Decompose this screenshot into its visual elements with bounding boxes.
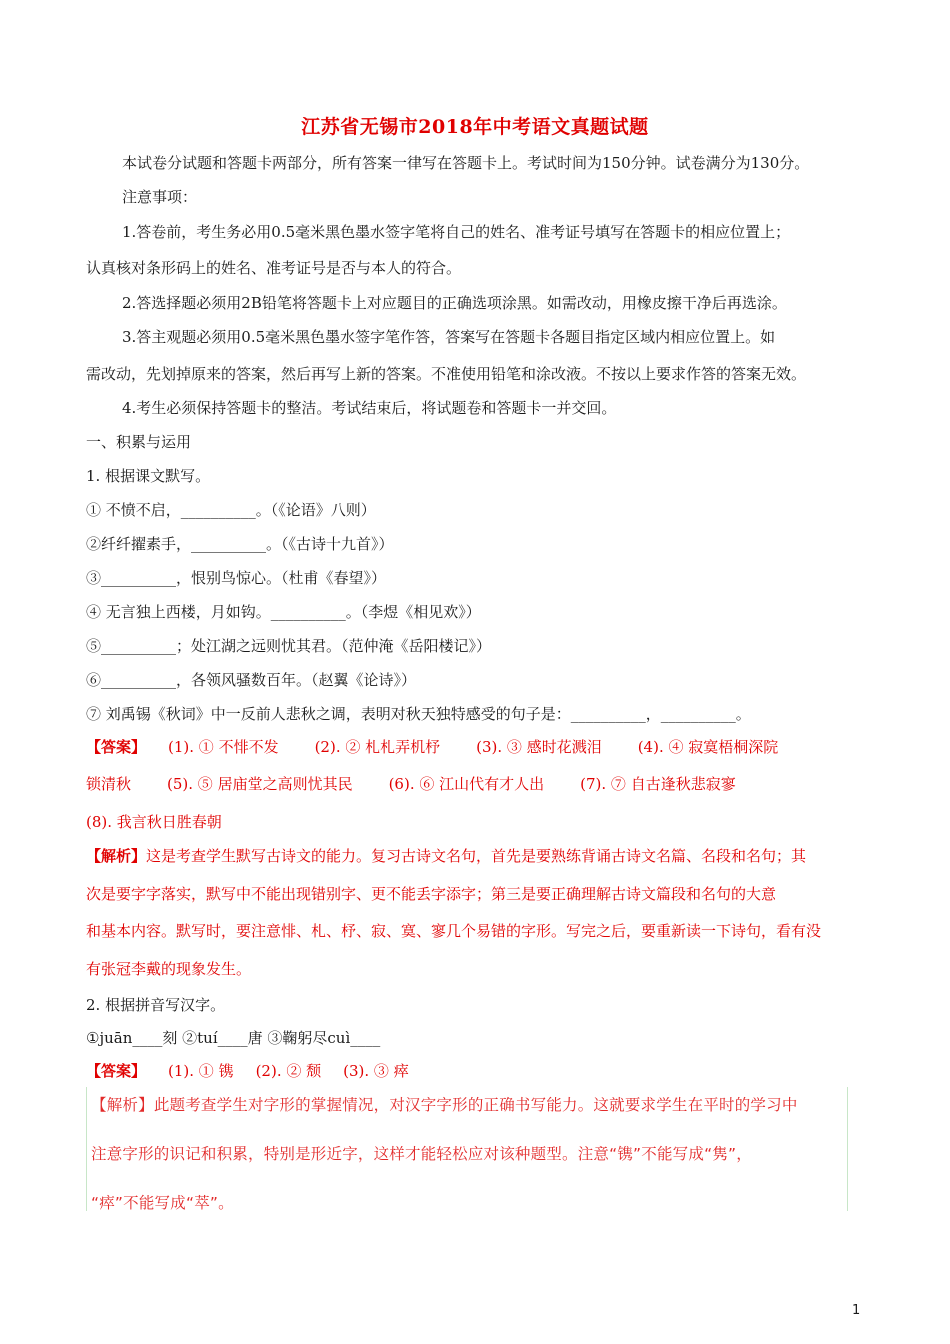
q1-item-5: ⑤__________；处江湖之远则忧其君。（范仲淹《岳阳楼记》） xyxy=(86,637,492,655)
q1-analysis-1 xyxy=(86,846,806,866)
q1-analysis-4: 有张冠李戴的现象发生。 xyxy=(86,960,252,978)
page-number: 1 xyxy=(852,1303,861,1318)
answer-item: 锁清秋 xyxy=(86,775,132,793)
answer-item: (2). ② 颓 xyxy=(255,1062,322,1080)
notice-2: 2.答选择题必须用2B铅笔将答题卡上对应题目的正确选项涂黑。如需改动，用橡皮擦干净后再选涂。 xyxy=(122,294,787,312)
notice-3b: 需改动，先划掉原来的答案，然后再写上新的答案。不准使用铅笔和涂改液。不按以上要求作答的答案无效。 xyxy=(86,365,807,383)
answer-item: (5). ⑤ 居庙堂之高则忧其民 xyxy=(167,775,353,793)
answer-item: (1). ① 不悱不发 xyxy=(168,738,279,756)
page-title: 江苏省无锡市2018年中考语文真题试题 xyxy=(301,116,649,138)
analysis-text: 这是考查学生默写古诗文的能力。复习古诗文名句，首先是要熟练背诵古诗文名篇、名段和名句；其 xyxy=(146,847,807,865)
q1-analysis-3: 和基本内容。默写时，要注意悱、札、杼、寂、寞、寥几个易错的字形。写完之后，要重新读一下诗句，看有没 xyxy=(86,922,822,940)
answer-item: (4). ④ 寂寞梧桐深院 xyxy=(637,738,779,756)
analysis-text: 此题考查学生对字形的掌握情况，对汉字字形的正确书写能力。这就要求学生在平时的学习中 xyxy=(153,1096,798,1114)
q1-item-3: ③__________，恨别鸟惊心。（杜甫《春望》） xyxy=(86,569,387,587)
answer-item: (3). ③ 瘁 xyxy=(343,1062,409,1080)
answer-item: (3). ③ 感时花溅泪 xyxy=(476,738,602,756)
q1-item-7: ⑦ 刘禹锡《秋词》中一反前人悲秋之调，表明对秋天独特感受的句子是：__________，__________。 xyxy=(86,705,751,723)
answer-item: (7). ⑦ 自古逢秋悲寂寥 xyxy=(580,775,736,793)
notice-3a: 3.答主观题必须用0.5毫米黑色墨水签字笔作答，答案写在答题卡各题目指定区域内相应位置上。如 xyxy=(122,328,776,346)
q1-item-4: ④ 无言独上西楼，月如钩。__________。（李煜《相见欢》） xyxy=(86,603,481,621)
answer-item: (2). ② 札札弄机杼 xyxy=(314,738,441,756)
notice-1a: 1.答卷前，考生务必用0.5毫米黑色墨水签字笔将自己的姓名、准考证号填写在答题卡的相应位置上； xyxy=(122,223,791,241)
intro-text: 本试卷分试题和答题卡两部分，所有答案一律写在答题卡上。考试时间为150分钟。试卷满分为130分。 xyxy=(122,154,810,172)
q2-items: ①juān____刻 ②tuí____唐 ③鞠躬尽cuì____ xyxy=(86,1029,381,1047)
answer-item: (8). 我言秋日胜春朝 xyxy=(86,813,222,831)
scan-line-1 xyxy=(91,1093,798,1115)
question-1-stem: 1. 根据课文默写。 xyxy=(86,467,211,485)
q1-item-6: ⑥__________，各领风骚数百年。（赵翼《论诗》） xyxy=(86,671,417,689)
notice-heading: 注意事项： xyxy=(122,188,198,206)
answer-label: 【答案】 xyxy=(86,738,147,756)
answer-item: (6). ⑥ 江山代有才人出 xyxy=(388,775,545,793)
analysis-label: 【解析】 xyxy=(91,1096,154,1114)
q1-analysis-2: 次是要字字落实，默写中不能出现错别字、更不能丢字添字；第三是要正确理解古诗文篇段和名句的大意 xyxy=(86,885,777,903)
answer-item: (1). ① 镌 xyxy=(168,1062,234,1080)
scan-line-2: 注意字形的识记和积累，特别是形近字，这样才能轻松应对该种题型。注意“镌”不能写成“隽”， xyxy=(91,1145,752,1163)
q1-item-1: ① 不愤不启，__________。（《论语》八则） xyxy=(86,501,376,519)
section-heading: 一、积累与运用 xyxy=(86,433,192,451)
q1-answer-row-1 xyxy=(86,737,778,757)
answer-label: 【答案】 xyxy=(86,1062,147,1080)
q2-answer-row xyxy=(86,1061,409,1081)
analysis-label: 【解析】 xyxy=(86,847,147,865)
q1-answer-row-3 xyxy=(86,812,222,832)
scanned-analysis-box xyxy=(86,1087,848,1211)
notice-4: 4.考生必须保持答题卡的整洁。考试结束后，将试题卷和答题卡一并交回。 xyxy=(122,399,617,417)
notice-1b: 认真核对条形码上的姓名、准考证号是否与本人的符合。 xyxy=(86,259,462,277)
scan-line-3: “瘁”不能写成“萃”。 xyxy=(91,1194,234,1212)
question-2-stem: 2. 根据拼音写汉字。 xyxy=(86,996,226,1014)
q1-item-2: ②纤纤擢素手，__________。（《古诗十九首》） xyxy=(86,535,394,553)
q1-answer-row-2 xyxy=(86,774,736,794)
